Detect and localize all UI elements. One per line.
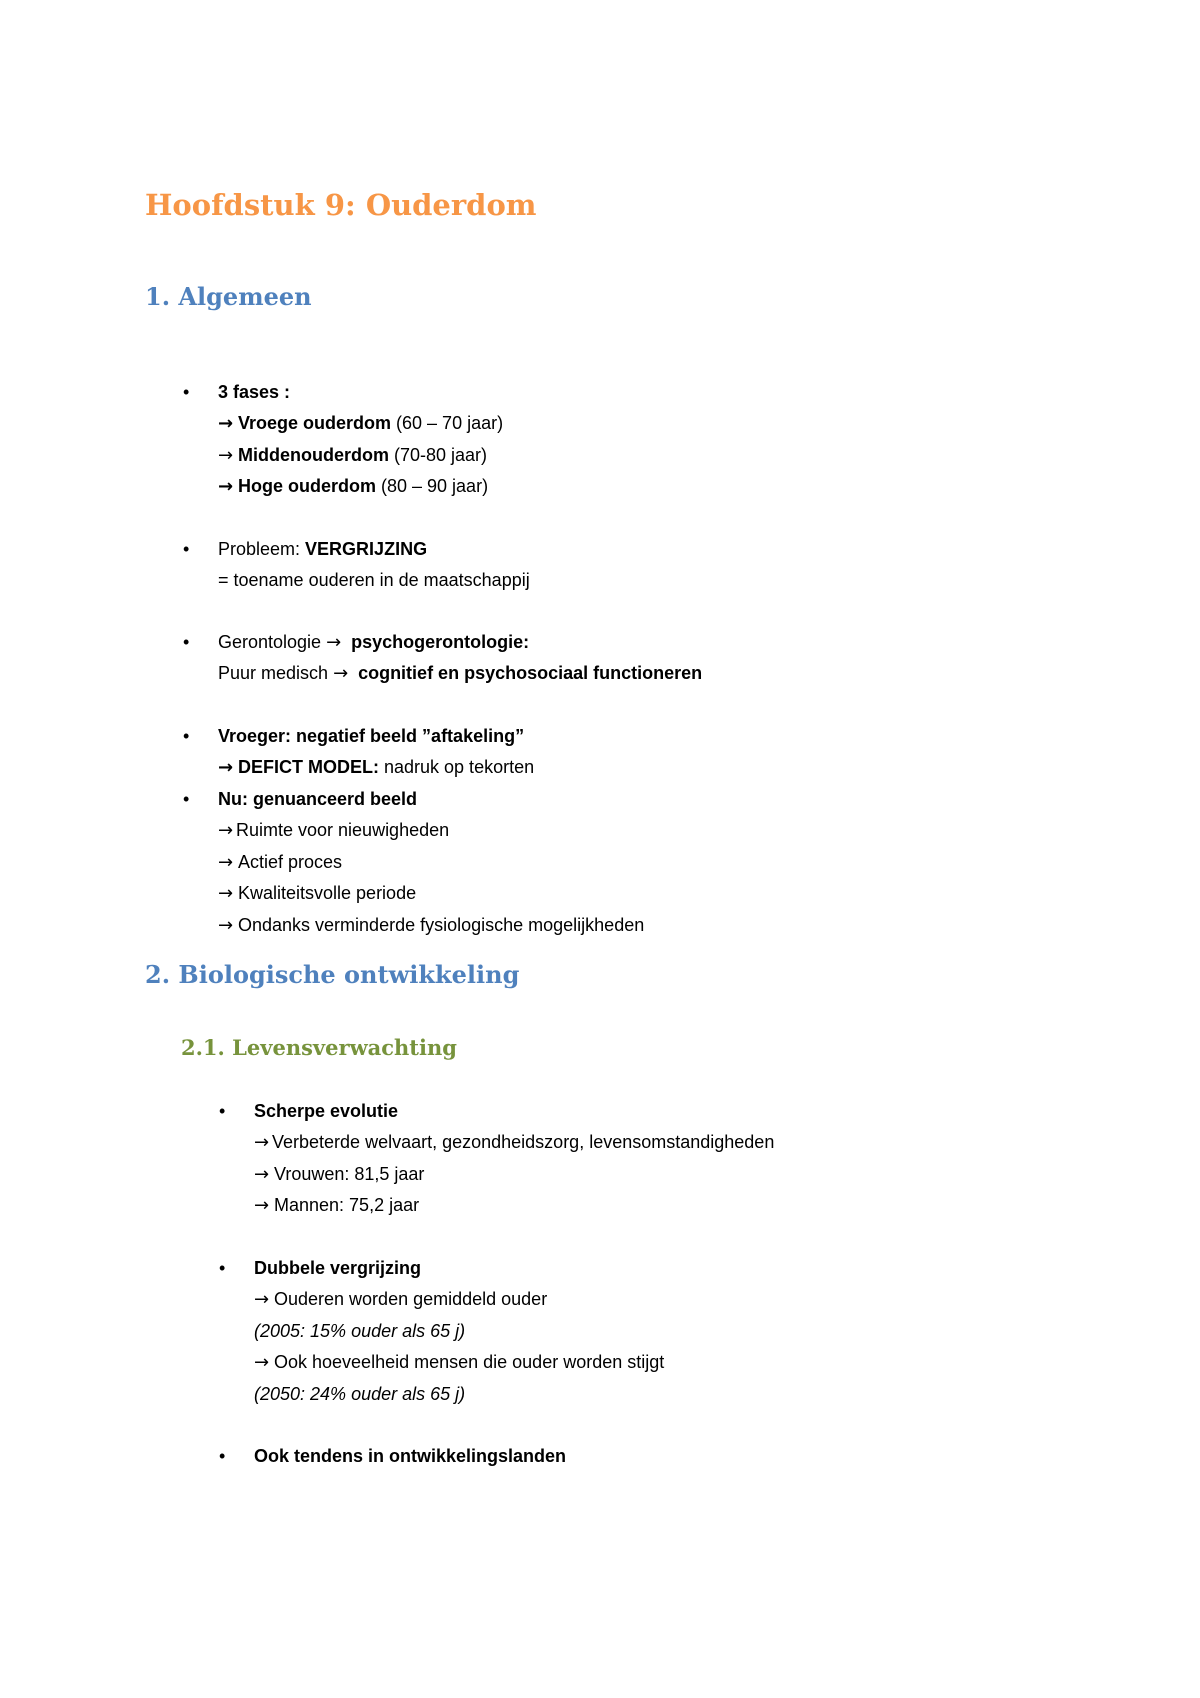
scherpe-mannen: Mannen: 75,2 jaar: [274, 1195, 420, 1216]
nu-ruimte: Ruimte voor nieuwigheden: [236, 820, 450, 841]
nu-label: Nu: genuanceerd beeld: [218, 789, 418, 809]
list-item-nu: [183, 784, 645, 941]
nu-actief: Actief proces: [238, 851, 343, 872]
fases-label: 3 fases :: [218, 382, 291, 402]
heading-levensverwachting: 2.1. Levensverwachting: [181, 1035, 457, 1060]
arrow-icon: →: [254, 1352, 270, 1374]
puur-medisch-label: Puur medisch: [218, 663, 334, 684]
heading-algemeen: 1. Algemeen: [145, 282, 312, 311]
heading-biologische-ontwikkeling: 2. Biologische ontwikkeling: [145, 960, 520, 989]
bullet-icon: •: [219, 1446, 226, 1466]
bullet-icon: •: [183, 789, 190, 809]
fase-vroege-range: (60 – 70 jaar): [391, 413, 504, 434]
dubbele-vergrijzing-label: Dubbele vergrijzing: [254, 1258, 422, 1278]
bullet-icon: •: [219, 1258, 226, 1278]
deficit-model-desc: nadruk op tekorten: [379, 757, 535, 778]
functioneren-term: cognitief en psychosociaal functioneren: [353, 663, 703, 684]
vroeger-label: Vroeger: negatief beeld ”aftakeling”: [218, 726, 525, 746]
bullet-icon: •: [183, 539, 190, 559]
probleem-label: Probleem:: [218, 539, 306, 559]
bullet-icon: •: [183, 382, 190, 402]
fase-hoge-range: (80 – 90 jaar): [376, 476, 489, 497]
arrow-icon: →: [254, 1289, 270, 1311]
arrow-icon: →: [254, 1132, 270, 1154]
deficit-model-term: DEFICT MODEL:: [238, 757, 379, 778]
gerontologie-label: Gerontologie: [218, 632, 327, 652]
dubbele-note-2005: (2005: 15% ouder als 65 j): [254, 1320, 466, 1341]
bullet-icon: •: [183, 632, 190, 652]
dubbele-ouderen-ouder: Ouderen worden gemiddeld ouder: [274, 1289, 548, 1310]
page-title: Hoofdstuk 9: Ouderdom: [145, 188, 537, 222]
scherpe-vrouwen: Vrouwen: 81,5 jaar: [274, 1163, 425, 1184]
fase-midden-range: (70-80 jaar): [389, 444, 488, 465]
arrow-icon: →: [254, 1163, 270, 1185]
psychogerontologie-term: psychogerontologie:: [346, 632, 530, 652]
list-item-dubbele-vergrijzing: [219, 1253, 665, 1410]
arrow-icon: →: [218, 757, 234, 779]
arrow-icon: →: [218, 820, 234, 842]
scherpe-evolutie-label: Scherpe evolutie: [254, 1101, 399, 1121]
bullet-icon: •: [183, 726, 190, 746]
tendens-label: Ook tendens in ontwikkelingslanden: [254, 1446, 567, 1466]
list-item-scherpe-evolutie: [219, 1096, 775, 1222]
list-item-probleem: [183, 534, 530, 597]
dubbele-note-2050: (2050: 24% ouder als 65 j): [254, 1383, 466, 1404]
arrow-icon: →: [326, 632, 342, 653]
arrow-icon: →: [218, 476, 234, 498]
fase-midden: Middenouderdom: [238, 444, 389, 465]
arrow-icon: →: [254, 1195, 270, 1217]
list-item-gerontologie: [183, 627, 703, 690]
arrow-icon: →: [218, 914, 234, 936]
nu-kwaliteit: Kwaliteitsvolle periode: [238, 883, 417, 904]
arrow-icon: →: [218, 883, 234, 905]
list-item-fases: [183, 377, 504, 503]
bullet-icon: •: [219, 1101, 226, 1121]
arrow-icon: →: [218, 413, 234, 435]
list-item-vroeger: [183, 721, 535, 784]
dubbele-hoeveelheid: Ook hoeveelheid mensen die ouder worden stijgt: [274, 1352, 665, 1373]
list-item-ontwikkelingslanden: [219, 1441, 567, 1472]
arrow-icon: →: [333, 663, 349, 685]
arrow-icon: →: [218, 851, 234, 873]
fase-vroege: Vroege ouderdom: [238, 413, 392, 434]
probleem-definition: = toename ouderen in de maatschappij: [218, 570, 530, 591]
probleem-term: VERGRIJZING: [305, 539, 428, 559]
arrow-icon: →: [218, 444, 234, 466]
scherpe-factoren: Verbeterde welvaart, gezondheidszorg, levensomstandigheden: [272, 1132, 775, 1153]
nu-ondanks: Ondanks verminderde fysiologische mogelijkheden: [238, 914, 645, 935]
fase-hoge: Hoge ouderdom: [238, 476, 376, 497]
